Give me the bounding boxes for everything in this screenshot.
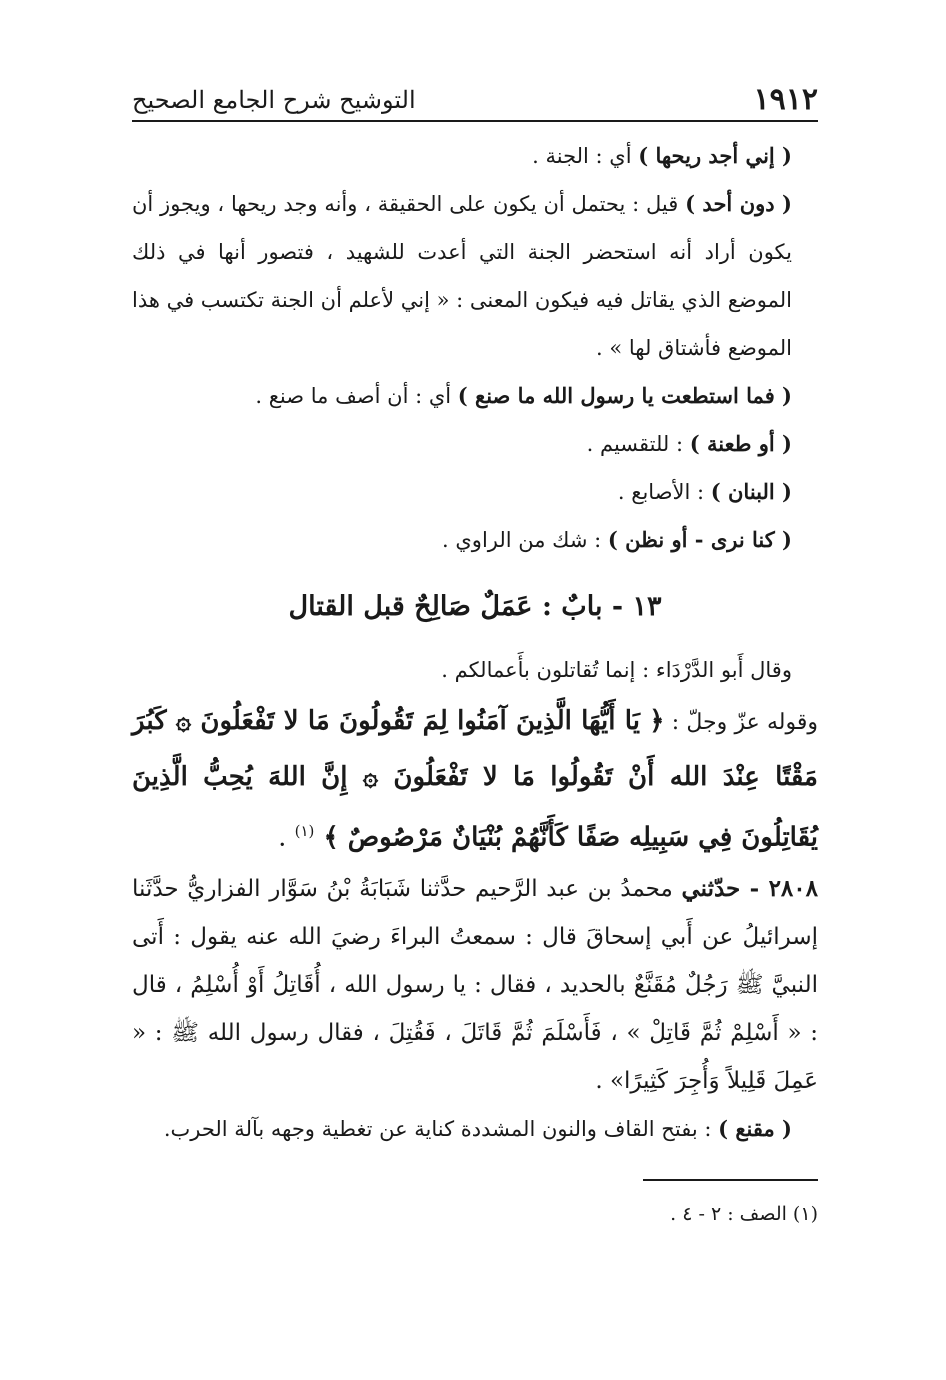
commentary-entry	[132, 132, 818, 180]
verse-intro: وقوله عزّ وجلّ :	[664, 710, 819, 735]
running-title: التوشيح شرح الجامع الصحيح	[132, 86, 416, 114]
page-number: ١٩١٢	[753, 82, 818, 117]
entry-text: أي : الجنة .	[532, 144, 639, 168]
footnote-divider	[643, 1179, 818, 1181]
entry-term: ( البنان )	[710, 479, 792, 504]
commentary-entry	[132, 468, 818, 516]
entry-term: ( فما استطعت يا رسول الله ما صنع )	[457, 383, 792, 408]
entry-text: : للتقسيم .	[586, 432, 690, 456]
quran-verse	[132, 694, 818, 865]
entry-term: ( أو طعنة )	[689, 431, 792, 456]
commentary-entry	[132, 516, 818, 564]
entry-term: ( إني أجد ريحها )	[638, 143, 792, 168]
hadith	[132, 865, 818, 1105]
page-body	[132, 122, 818, 1231]
commentary-entry	[132, 1105, 818, 1153]
entry-text: أي : أن أصف ما صنع .	[255, 384, 458, 408]
entry-text: : الأصابع .	[617, 480, 711, 504]
page	[132, 80, 818, 1231]
hadith-number: ٢٨٠٨ - حدّثني	[681, 874, 818, 902]
footnote: (١) الصف : ٢ - ٤ .	[670, 1202, 818, 1225]
commentary-entry	[132, 420, 818, 468]
commentary-entry	[132, 180, 818, 372]
entry-text: : شك من الراوي .	[442, 528, 608, 552]
entry-term: ( مقنع )	[718, 1115, 792, 1141]
verse-text: ﴿ يَا أَيُّهَا الَّذِينَ آمَنُوا لِمَ تَقُولُونَ مَا لا تَفْعَلُونَ ۞ كَبُرَ مَقْتًا عِنْدَ الله أَنْ تَقُولُوا مَا لا تَفْعَلُونَ ۞ إِنَّ اللهَ يُحِبُّ الَّذِينَ يُقَاتِلُونَ فِي سَبِيلِه صَفًا كَأَنَّهُمْ بُنْيَانٌ مَرْصُوصٌ ﴾	[132, 706, 818, 853]
footnote-ref: (١)	[294, 822, 315, 840]
verse-end: .	[278, 822, 295, 853]
entry-text: قيل : يحتمل أن يكون على الحقيقة ، وأنه وجد ريحها ، ويجوز أن يكون أراد أنه استحضر الجنة التي أعدت للشهيد ، فتصور أنها في ذلك الموضع الذي يقاتل فيه فيكون المعنى : « إني لأعلم أن الجنة تكتسب في هذا الموضع فأشتاق لها » .	[131, 192, 792, 360]
chapter-heading: ١٣ - بابٌ : عَمَلٌ صَالِحٌ قبل القتال	[288, 591, 662, 622]
entry-text: : بفتح القاف والنون المشددة كناية عن تغطية وجهه بآلة الحرب.	[163, 1116, 719, 1141]
commentary-entry	[132, 372, 818, 420]
hadith-text: محمدُ بن عبد الرَّحيم حدَّثنا شَبَابَةُ بْنُ سَوَّار الفزاريُّ حدَّثَنا إسرائيلُ عن أَبي إسحاقَ قال : سمعتُ البراءَ رضيَ الله عنه يقول : أَتى النبيَّ ﷺ رَجُلٌ مُقَنَّعٌ بالحديد ، فقال : يا رسول الله ، أُقَاتِلُ أَوْ أُسْلِمُ ، قال : « أَسْلِمْ ثُمَّ قَاتِلْ » ، فَأَسْلَمَ ثُمَّ قَاتَلَ ، فَقُتِلَ ، فقال رسول الله ﷺ : « عَمِلَ قَلِيلاً وَأُجِرَ كَثِيرًا» .	[132, 875, 818, 1094]
entry-term: ( كنا نرى - أو نظن )	[607, 527, 792, 552]
page-header	[132, 80, 818, 122]
abu-darda-quote: وقال أَبو الدَّرْدَاء : إنما تُقاتلون بأَعمالكم .	[441, 658, 792, 682]
entry-term: ( دون أحد )	[685, 191, 792, 216]
